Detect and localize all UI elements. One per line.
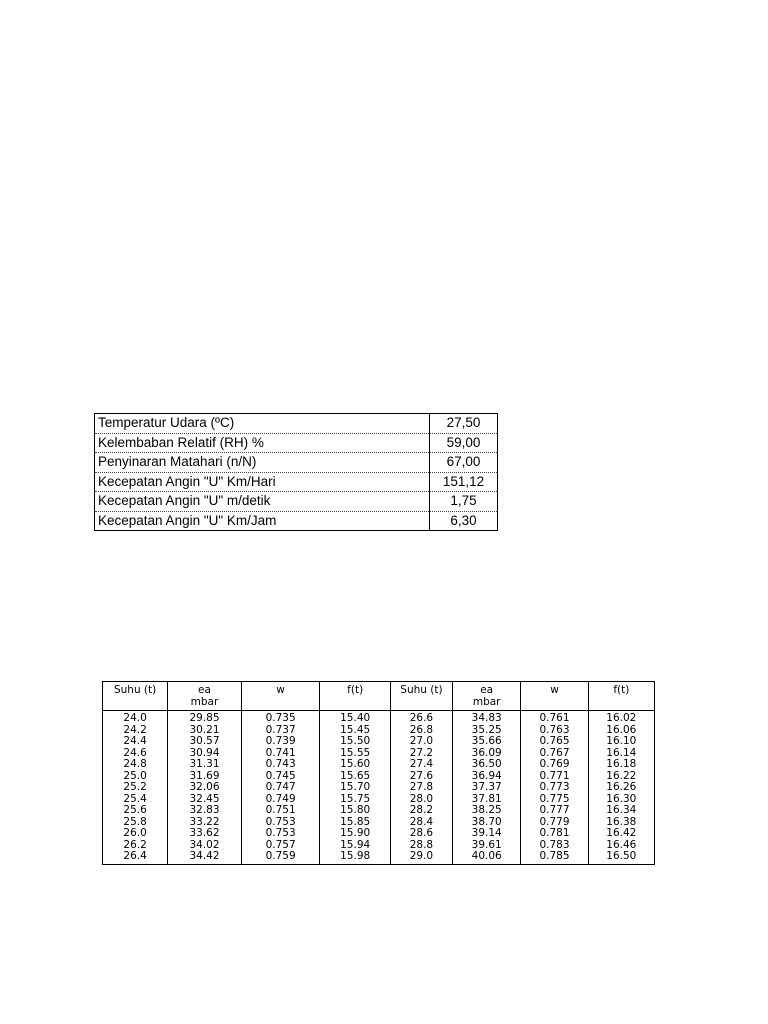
- table-cell: 32.45: [168, 794, 242, 806]
- table-cell: 16.34: [588, 805, 654, 817]
- table-cell: 16.06: [588, 725, 654, 737]
- column-header: [390, 682, 452, 711]
- column-header-label: w: [276, 684, 285, 696]
- table-cell: 26.0: [103, 828, 168, 840]
- table-cell: 28.0: [390, 794, 452, 806]
- table-cell: 16.30: [588, 794, 654, 806]
- table-cell: 26.6: [390, 711, 452, 725]
- table-cell: 16.10: [588, 736, 654, 748]
- table-cell: 27.4: [390, 759, 452, 771]
- parameter-row: [95, 492, 498, 512]
- parameter-value: 27,50: [430, 414, 498, 434]
- table-cell: 0.739: [241, 736, 320, 748]
- table-row: [103, 805, 655, 817]
- table-body: [103, 711, 655, 865]
- table-cell: 15.40: [320, 711, 390, 725]
- table-cell: 39.61: [453, 840, 521, 852]
- table-cell: 15.80: [320, 805, 390, 817]
- table-cell: 35.66: [453, 736, 521, 748]
- parameter-row: [95, 453, 498, 473]
- table-cell: 15.98: [320, 851, 390, 864]
- table-cell: 24.2: [103, 725, 168, 737]
- table-cell: 26.4: [103, 851, 168, 864]
- table-cell: 0.761: [521, 711, 588, 725]
- table-cell: 25.2: [103, 782, 168, 794]
- parameter-value: 6,30: [430, 511, 498, 531]
- table-cell: 31.69: [168, 771, 242, 783]
- table-cell: 32.06: [168, 782, 242, 794]
- table-cell: 0.785: [521, 851, 588, 864]
- table-cell: 25.6: [103, 805, 168, 817]
- parameter-label: Kecepatan Angin "U" Km/Jam: [95, 511, 430, 531]
- table-cell: 29.85: [168, 711, 242, 725]
- column-header: [103, 682, 168, 711]
- table-cell: 16.46: [588, 840, 654, 852]
- table-cell: 28.2: [390, 805, 452, 817]
- table-cell: 16.22: [588, 771, 654, 783]
- parameter-value: 67,00: [430, 453, 498, 473]
- table-cell: 16.38: [588, 817, 654, 829]
- table-cell: 0.779: [521, 817, 588, 829]
- table-cell: 0.769: [521, 759, 588, 771]
- table-cell: 38.25: [453, 805, 521, 817]
- vapor-pressure-table: [102, 681, 655, 865]
- table-cell: 28.8: [390, 840, 452, 852]
- table-cell: 15.60: [320, 759, 390, 771]
- column-header: [168, 682, 242, 711]
- table-row: [103, 736, 655, 748]
- table-header-row: [103, 682, 655, 711]
- table-cell: 16.14: [588, 748, 654, 760]
- table-row: [103, 711, 655, 725]
- table-cell: 30.57: [168, 736, 242, 748]
- parameter-label: Kelembaban Relatif (RH) %: [95, 433, 430, 453]
- column-header: [453, 682, 521, 711]
- table-cell: 31.31: [168, 759, 242, 771]
- column-header: [241, 682, 320, 711]
- table-cell: 0.759: [241, 851, 320, 864]
- column-header-label: ea: [480, 684, 494, 696]
- column-header-label: ea: [198, 684, 211, 696]
- table-cell: 0.743: [241, 759, 320, 771]
- table-cell: 0.735: [241, 711, 320, 725]
- table-cell: 37.81: [453, 794, 521, 806]
- table-cell: 16.42: [588, 828, 654, 840]
- table-cell: 15.55: [320, 748, 390, 760]
- table-row: [103, 840, 655, 852]
- table-cell: 27.0: [390, 736, 452, 748]
- table-cell: 40.06: [453, 851, 521, 864]
- table-cell: 0.781: [521, 828, 588, 840]
- parameter-value: 1,75: [430, 492, 498, 512]
- table-cell: 24.6: [103, 748, 168, 760]
- table-row: [103, 817, 655, 829]
- table-cell: 15.45: [320, 725, 390, 737]
- column-header-label: f(t): [347, 684, 364, 696]
- table-cell: 15.75: [320, 794, 390, 806]
- table-cell: 15.94: [320, 840, 390, 852]
- table-cell: 26.2: [103, 840, 168, 852]
- table-cell: 33.22: [168, 817, 242, 829]
- table-cell: 24.8: [103, 759, 168, 771]
- table-cell: 0.771: [521, 771, 588, 783]
- table-row: [103, 759, 655, 771]
- table-cell: 33.62: [168, 828, 242, 840]
- table-cell: 34.42: [168, 851, 242, 864]
- parameter-row: [95, 433, 498, 453]
- table-cell: 27.6: [390, 771, 452, 783]
- table-cell: 16.18: [588, 759, 654, 771]
- table-cell: 0.765: [521, 736, 588, 748]
- table-cell: 34.02: [168, 840, 242, 852]
- parameter-row: [95, 414, 498, 434]
- table-cell: 0.737: [241, 725, 320, 737]
- column-header-label: Suhu (t): [400, 684, 443, 696]
- table-cell: 15.65: [320, 771, 390, 783]
- column-header-unit: mbar: [472, 696, 501, 708]
- parameter-label: Penyinaran Matahari (n/N): [95, 453, 430, 473]
- table-cell: 38.70: [453, 817, 521, 829]
- table-cell: 30.94: [168, 748, 242, 760]
- table-cell: 36.09: [453, 748, 521, 760]
- table-cell: 25.0: [103, 771, 168, 783]
- table-cell: 35.25: [453, 725, 521, 737]
- table-cell: 39.14: [453, 828, 521, 840]
- parameter-label: Kecepatan Angin "U" Km/Hari: [95, 472, 430, 492]
- table-cell: 16.26: [588, 782, 654, 794]
- table-cell: 36.94: [453, 771, 521, 783]
- table-cell: 25.4: [103, 794, 168, 806]
- column-header: [588, 682, 654, 711]
- table-row: [103, 828, 655, 840]
- table-cell: 36.50: [453, 759, 521, 771]
- table-cell: 0.777: [521, 805, 588, 817]
- column-header: [521, 682, 588, 711]
- table-row: [103, 782, 655, 794]
- table-cell: 26.8: [390, 725, 452, 737]
- table-cell: 15.50: [320, 736, 390, 748]
- column-header-label: f(t): [613, 684, 630, 696]
- parameter-row: [95, 511, 498, 531]
- table-cell: 29.0: [390, 851, 452, 864]
- table-cell: 16.02: [588, 711, 654, 725]
- table-cell: 0.757: [241, 840, 320, 852]
- column-header-label: w: [550, 684, 559, 696]
- table-cell: 15.85: [320, 817, 390, 829]
- table-cell: 0.749: [241, 794, 320, 806]
- table-cell: 0.751: [241, 805, 320, 817]
- table-cell: 27.8: [390, 782, 452, 794]
- table-cell: 0.741: [241, 748, 320, 760]
- table-cell: 0.753: [241, 817, 320, 829]
- table-cell: 0.775: [521, 794, 588, 806]
- table-cell: 0.783: [521, 840, 588, 852]
- table-cell: 16.50: [588, 851, 654, 864]
- table-cell: 0.745: [241, 771, 320, 783]
- column-header-unit: mbar: [190, 696, 219, 708]
- table-cell: 37.37: [453, 782, 521, 794]
- column-header-label: Suhu (t): [113, 684, 157, 696]
- table-cell: 15.90: [320, 828, 390, 840]
- table-cell: 30.21: [168, 725, 242, 737]
- table-cell: 0.767: [521, 748, 588, 760]
- parameter-label: Kecepatan Angin "U" m/detik: [95, 492, 430, 512]
- table-cell: 34.83: [453, 711, 521, 725]
- table-row: [103, 851, 655, 864]
- table-cell: 32.83: [168, 805, 242, 817]
- table-cell: 28.4: [390, 817, 452, 829]
- table-cell: 24.4: [103, 736, 168, 748]
- column-header: [320, 682, 390, 711]
- parameter-value: 59,00: [430, 433, 498, 453]
- table-cell: 27.2: [390, 748, 452, 760]
- table-cell: 15.70: [320, 782, 390, 794]
- parameter-value: 151,12: [430, 472, 498, 492]
- table-cell: 0.773: [521, 782, 588, 794]
- table-cell: 25.8: [103, 817, 168, 829]
- parameter-row: [95, 472, 498, 492]
- table-cell: 0.763: [521, 725, 588, 737]
- climate-parameters-table: [94, 413, 498, 531]
- table-cell: 24.0: [103, 711, 168, 725]
- table-row: [103, 725, 655, 737]
- table-row: [103, 748, 655, 760]
- table-cell: 28.6: [390, 828, 452, 840]
- table-row: [103, 794, 655, 806]
- table-cell: 0.747: [241, 782, 320, 794]
- table-cell: 0.753: [241, 828, 320, 840]
- table-row: [103, 771, 655, 783]
- parameter-label: Temperatur Udara (ºC): [95, 414, 430, 434]
